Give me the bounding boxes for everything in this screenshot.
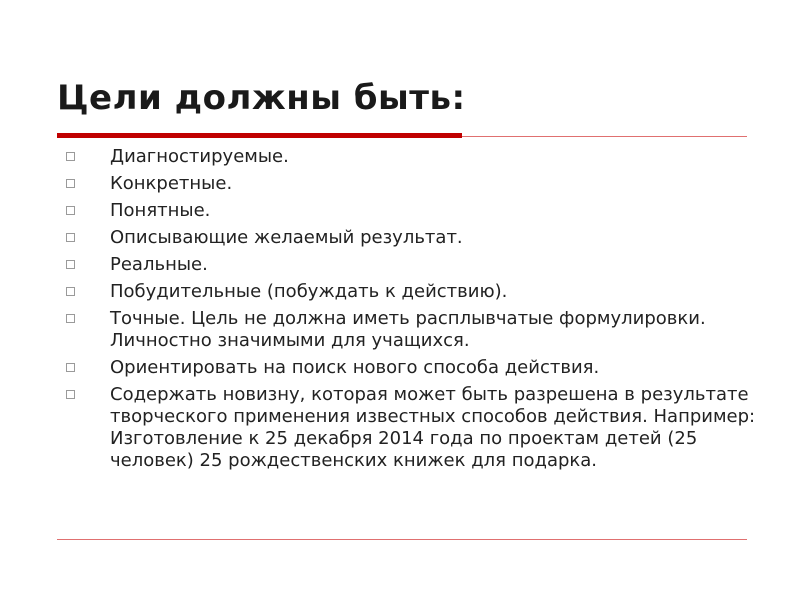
- list-item: [66, 146, 756, 168]
- list-item: [66, 357, 756, 379]
- square-bullet-icon: [66, 260, 75, 269]
- square-bullet-icon: [66, 363, 75, 372]
- bullet-list: [66, 146, 756, 477]
- square-bullet-icon: [66, 206, 75, 215]
- square-bullet-icon: [66, 314, 75, 323]
- list-item-text: Ориентировать на поиск нового способа действия.: [110, 357, 600, 378]
- square-bullet-icon: [66, 152, 75, 161]
- list-item: [66, 308, 756, 352]
- square-bullet-icon: [66, 287, 75, 296]
- list-item-text: Диагностируемые.: [110, 146, 289, 167]
- list-item-text: Понятные.: [110, 200, 211, 221]
- list-item-text: Реальные.: [110, 254, 208, 275]
- square-bullet-icon: [66, 233, 75, 242]
- square-bullet-icon: [66, 390, 75, 399]
- slide-title: Цели должны быть:: [57, 78, 466, 118]
- square-bullet-icon: [66, 179, 75, 188]
- list-item: [66, 281, 756, 303]
- list-item: [66, 227, 756, 249]
- list-item-text: Конкретные.: [110, 173, 233, 194]
- list-item-text: Точные. Цель не должна иметь расплывчатые формулировки. Личностно значимыми для учащихся.: [110, 308, 706, 351]
- list-item-text: Побудительные (побуждать к действию).: [110, 281, 508, 302]
- list-item: [66, 254, 756, 276]
- footer-rule: [57, 539, 747, 540]
- title-underline-accent: [57, 133, 462, 138]
- list-item-text: Описывающие желаемый результат.: [110, 227, 463, 248]
- list-item: [66, 384, 756, 472]
- list-item: [66, 200, 756, 222]
- list-item: [66, 173, 756, 195]
- list-item-text: Содержать новизну, которая может быть разрешена в результате творческого применения известных способов действия. Например: Изготовление к 25 декабря 2014 года по проектам детей (25 человек) 25 рождественских книжек для подарка.: [110, 384, 756, 471]
